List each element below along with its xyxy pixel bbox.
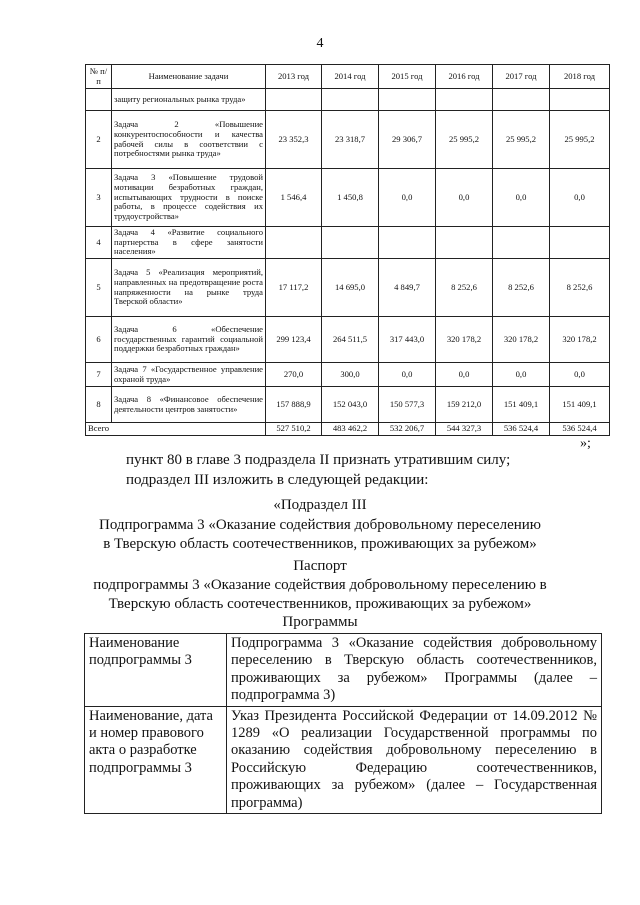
row-number: 4 — [86, 227, 112, 259]
total-2013: 527 510,2 — [266, 423, 322, 436]
task-name: Задача 6 «Обеспечение государственных гарантий социальной поддержки безработных граждан» — [112, 317, 266, 363]
table-row — [86, 363, 610, 387]
row-number: 7 — [86, 363, 112, 387]
row-number: 5 — [86, 259, 112, 317]
table-row — [86, 89, 610, 111]
task-name: Задача 8 «Финансовое обеспечение деятельности центров занятости» — [112, 387, 266, 423]
header-2018: 2018 год — [550, 65, 610, 89]
value-2017: 8 252,6 — [493, 259, 550, 317]
total-row — [86, 423, 610, 436]
task-name: Задача 4 «Развитие социального партнерства в сфере занятости населения» — [112, 227, 266, 259]
row-number: 2 — [86, 111, 112, 169]
passport-label: Наименование подпрограммы 3 — [85, 634, 227, 707]
subsection-heading: «Подраздел III — [273, 497, 367, 513]
value-2014: 23 318,7 — [322, 111, 379, 169]
value-2017 — [493, 89, 550, 111]
passport-subtitle-line2: Тверскую область соотечественников, проживающих за рубежом» — [108, 596, 532, 612]
value-2015: 0,0 — [379, 363, 436, 387]
value-2015 — [379, 227, 436, 259]
value-2015: 4 849,7 — [379, 259, 436, 317]
page-number: 4 — [316, 36, 324, 51]
value-2013: 17 117,2 — [266, 259, 322, 317]
value-2014: 1 450,8 — [322, 169, 379, 227]
value-2016: 0,0 — [436, 169, 493, 227]
header-number: № п/п — [86, 65, 112, 89]
subprogram-heading-line1: Подпрограмма 3 «Оказание содействия добровольному переселению — [99, 517, 541, 533]
row-number: 6 — [86, 317, 112, 363]
passport-row — [85, 706, 602, 813]
value-2017: 151 409,1 — [493, 387, 550, 423]
task-name: Задача 2 «Повышение конкурентоспособности и качества рабочей силы в соответствии с потребностями рынка труда» — [112, 111, 266, 169]
subprogram-heading-line2: в Тверскую область соотечественников, проживающих за рубежом» — [103, 536, 537, 552]
row-number: 8 — [86, 387, 112, 423]
value-2018: 0,0 — [550, 363, 610, 387]
value-2013: 299 123,4 — [266, 317, 322, 363]
value-2017: 0,0 — [493, 169, 550, 227]
task-name: Задача 3 «Повышение трудовой мотивации безработных граждан, испытывающих трудности в поиске работы, в процессе содействия их трудоустройства» — [112, 169, 266, 227]
value-2014: 300,0 — [322, 363, 379, 387]
passport-value: Подпрограмма 3 «Оказание содействия добровольному переселению в Тверскую область соотечественников, проживающих за рубежом» Программы (далее – подпрограмма 3) — [227, 634, 602, 707]
table-row — [86, 259, 610, 317]
passport-label: Наименование, дата и номер правового акта о разработке подпрограммы 3 — [85, 706, 227, 813]
passport-subtitle-line1: подпрограммы 3 «Оказание содействия добровольному переселению в — [93, 577, 547, 593]
header-task-name: Наименование задачи — [112, 65, 266, 89]
value-2014: 14 695,0 — [322, 259, 379, 317]
paragraph-1: пункт 80 в главе 3 подраздела II признать утратившим силу; — [126, 452, 511, 468]
value-2014 — [322, 227, 379, 259]
value-2013 — [266, 89, 322, 111]
value-2018: 25 995,2 — [550, 111, 610, 169]
value-2013: 270,0 — [266, 363, 322, 387]
header-2014: 2014 год — [322, 65, 379, 89]
header-2013: 2013 год — [266, 65, 322, 89]
value-2016: 0,0 — [436, 363, 493, 387]
passport-row — [85, 634, 602, 707]
value-2017: 0,0 — [493, 363, 550, 387]
task-name: защиту региональных рынка труда» — [112, 89, 266, 111]
value-2013: 23 352,3 — [266, 111, 322, 169]
value-2014 — [322, 89, 379, 111]
value-2018: 0,0 — [550, 169, 610, 227]
value-2016: 159 212,0 — [436, 387, 493, 423]
value-2016 — [436, 89, 493, 111]
table-row — [86, 169, 610, 227]
value-2016: 320 178,2 — [436, 317, 493, 363]
header-2016: 2016 год — [436, 65, 493, 89]
total-2018: 536 524,4 — [550, 423, 610, 436]
value-2016: 8 252,6 — [436, 259, 493, 317]
value-2018: 8 252,6 — [550, 259, 610, 317]
value-2015: 0,0 — [379, 169, 436, 227]
total-2014: 483 462,2 — [322, 423, 379, 436]
value-2013: 1 546,4 — [266, 169, 322, 227]
value-2013 — [266, 227, 322, 259]
row-number — [86, 89, 112, 111]
table-row — [86, 111, 610, 169]
total-2016: 544 327,3 — [436, 423, 493, 436]
value-2014: 152 043,0 — [322, 387, 379, 423]
value-2016: 25 995,2 — [436, 111, 493, 169]
row-number: 3 — [86, 169, 112, 227]
task-name: Задача 5 «Реализация мероприятий, направленных на предотвращение роста напряженности на рынке труда Тверской области» — [112, 259, 266, 317]
value-2013: 157 888,9 — [266, 387, 322, 423]
passport-value: Указ Президента Российской Федерации от 14.09.2012 № 1289 «О реализации Государственной программы по оказанию содействия добровольному переселению в Российскую Федерацию соотечественников, проживающих за рубежом» (далее – Государственная программа) — [227, 706, 602, 813]
closing-mark: »; — [580, 436, 591, 451]
header-2017: 2017 год — [493, 65, 550, 89]
value-2016 — [436, 227, 493, 259]
total-label: Всего — [86, 423, 266, 436]
passport-subtitle-line3: Программы — [282, 614, 358, 630]
value-2017: 320 178,2 — [493, 317, 550, 363]
value-2015 — [379, 89, 436, 111]
value-2017 — [493, 227, 550, 259]
value-2015: 150 577,3 — [379, 387, 436, 423]
total-2017: 536 524,4 — [493, 423, 550, 436]
header-2015: 2015 год — [379, 65, 436, 89]
table-row — [86, 227, 610, 259]
table-header-row — [86, 65, 610, 89]
value-2018 — [550, 89, 610, 111]
value-2014: 264 511,5 — [322, 317, 379, 363]
passport-table — [84, 633, 602, 814]
passport-title: Паспорт — [293, 558, 347, 574]
value-2015: 29 306,7 — [379, 111, 436, 169]
total-2015: 532 206,7 — [379, 423, 436, 436]
table-row — [86, 317, 610, 363]
budget-table — [85, 64, 610, 436]
table-row — [86, 387, 610, 423]
value-2017: 25 995,2 — [493, 111, 550, 169]
value-2018: 320 178,2 — [550, 317, 610, 363]
task-name: Задача 7 «Государственное управление охраной труда» — [112, 363, 266, 387]
value-2018: 151 409,1 — [550, 387, 610, 423]
value-2018 — [550, 227, 610, 259]
value-2015: 317 443,0 — [379, 317, 436, 363]
paragraph-2: подраздел III изложить в следующей редакции: — [126, 472, 429, 488]
